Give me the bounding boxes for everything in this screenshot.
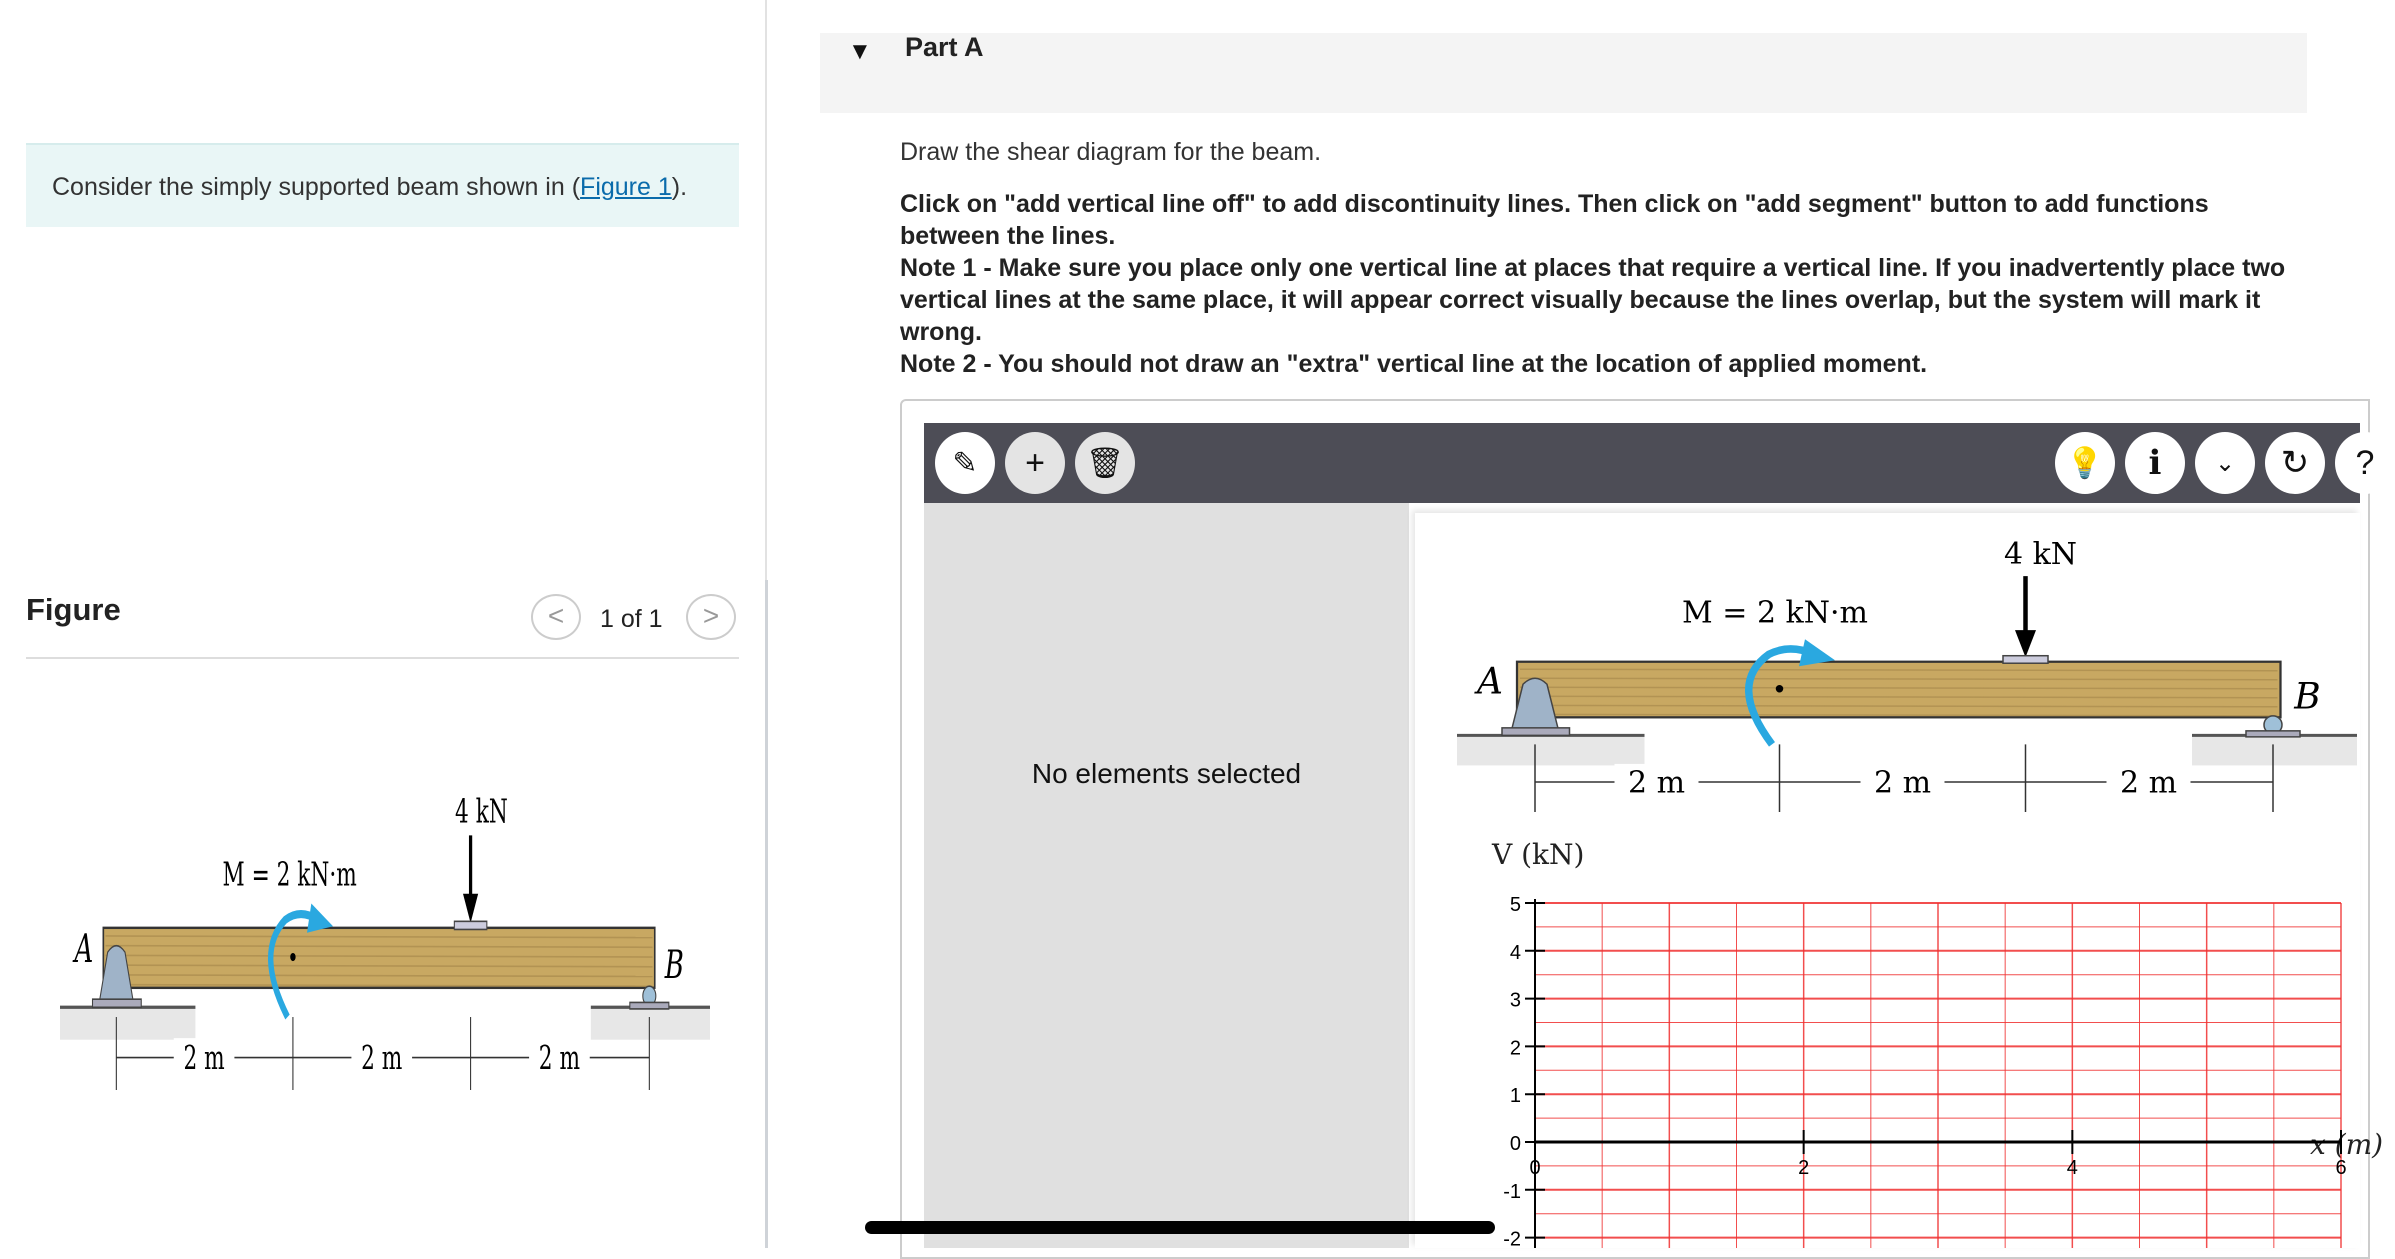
divider — [26, 657, 739, 659]
y-tick-label: 0 — [1509, 1133, 1521, 1155]
add-vertical-line-button[interactable] — [935, 432, 995, 494]
x-tick-label: 2 — [1798, 1157, 1810, 1179]
load-label: 4 kN — [455, 791, 508, 831]
next-figure-button[interactable]: > — [686, 594, 736, 640]
moment-point — [1776, 685, 1784, 693]
help-icon: ? — [2355, 443, 2375, 482]
y-tick-label: 4 — [1509, 941, 1521, 964]
figure-title: Figure — [26, 592, 121, 627]
dimension-label: 2 m — [183, 1038, 225, 1078]
note: Note 1 - Make sure you place only one vertical line at places that require a vertical line. If you inadvertently place two vertical lines at the same place, it will appear correct visually because the lines overlap, but the system will mark it wrong. — [900, 254, 2286, 346]
figure-link[interactable]: Figure 1 — [580, 173, 672, 201]
dimension-label: 2 m — [1627, 765, 1686, 801]
moment-label: M = 2 kN·m — [1682, 595, 1868, 631]
pin-base — [1502, 728, 1570, 736]
load-label: 4 kN — [2003, 537, 2078, 573]
collapse-triangle-icon[interactable]: ▼ — [848, 38, 872, 65]
problem-statement — [26, 143, 739, 227]
selection-status: No elements selected — [1031, 758, 1302, 789]
ground-b — [591, 1007, 710, 1039]
ground-a — [60, 1007, 195, 1039]
beam-figure — [1457, 534, 2357, 812]
pin-base — [93, 999, 142, 1007]
part-title: Part A — [905, 32, 984, 62]
load-arrowhead — [2015, 630, 2036, 657]
info-button[interactable] — [2125, 432, 2185, 494]
lightbulb-icon: 💡 — [2066, 446, 2104, 480]
roller-base — [2246, 731, 2300, 737]
notes — [900, 188, 2300, 380]
y-tick-label: 3 — [1509, 989, 1521, 1012]
y-tick-label: 2 — [1509, 1037, 1521, 1060]
dimension-label: 2 m — [1873, 765, 1932, 801]
y-tick-label: -1 — [1503, 1180, 1521, 1203]
reset-icon: ↻ — [2280, 444, 2310, 482]
roller-base — [630, 1002, 669, 1008]
delete-button[interactable] — [1075, 432, 1135, 494]
dimension-label: 2 m — [2119, 765, 2178, 801]
note: Note 2 - You should not draw an "extra" vertical line at the location of applied moment. — [900, 350, 1928, 378]
reset-button[interactable] — [2265, 432, 2325, 494]
intro-text: Consider the simply supported beam shown in ( — [52, 173, 581, 201]
previous-figure-button[interactable]: < — [531, 594, 581, 640]
support-a-label: A — [1477, 661, 1503, 703]
load-plate — [454, 921, 487, 929]
y-tick-label: -2 — [1503, 1228, 1521, 1251]
support-a-label: A — [74, 925, 94, 972]
add-vertical-line-icon: ✎ — [952, 446, 978, 480]
y-tick-label: 5 — [1509, 894, 1521, 916]
support-b-label: B — [2294, 676, 2321, 718]
y-tick-label: 1 — [1509, 1085, 1521, 1108]
beam-figure — [60, 790, 710, 1090]
note: Click on "add vertical line off" to add discontinuity lines. Then click on "add segment" button to add functions between the lines. — [900, 190, 2209, 250]
add-segment-icon: + — [1025, 443, 1045, 482]
hint-button[interactable] — [2055, 432, 2115, 494]
chevron-down-icon: ⌄ — [2214, 449, 2236, 477]
selection-panel — [924, 503, 1409, 1248]
moment-label: M = 2 kN·m — [222, 855, 357, 894]
x-tick-label: 4 — [2066, 1157, 2078, 1179]
trash-icon: 🗑 — [1085, 446, 1125, 480]
load-arrowhead — [463, 894, 478, 923]
info-icon: i — [2148, 443, 2162, 483]
more-options-button[interactable] — [2195, 432, 2255, 494]
x-axis-label: x (m) — [2310, 1128, 2384, 1161]
dimension-label: 2 m — [361, 1038, 403, 1078]
shear-diagram-grid[interactable] — [1470, 880, 2360, 1251]
intro-text-end: ). — [671, 173, 688, 201]
figure-pager-text: 1 of 1 — [600, 605, 663, 633]
ground-a — [1457, 735, 1645, 765]
y-axis-label: V (kN) — [1492, 838, 1585, 871]
instruction-text: Draw the shear diagram for the beam. — [900, 138, 1322, 166]
part-a-header[interactable] — [820, 33, 2307, 113]
load-plate — [2003, 656, 2048, 664]
dimension-label: 2 m — [538, 1038, 581, 1078]
add-segment-button[interactable] — [1005, 432, 1065, 494]
support-b-label: B — [664, 941, 684, 988]
panel-resize-handle[interactable] — [765, 580, 768, 1248]
problem-panel — [0, 0, 768, 1248]
help-button[interactable] — [2335, 432, 2395, 494]
x-tick-label: 6 — [2335, 1157, 2347, 1179]
ground-b — [2192, 735, 2357, 765]
moment-point — [290, 953, 295, 961]
x-tick-label: 0 — [1529, 1157, 1541, 1179]
horizontal-scrollbar[interactable] — [865, 1221, 1495, 1234]
